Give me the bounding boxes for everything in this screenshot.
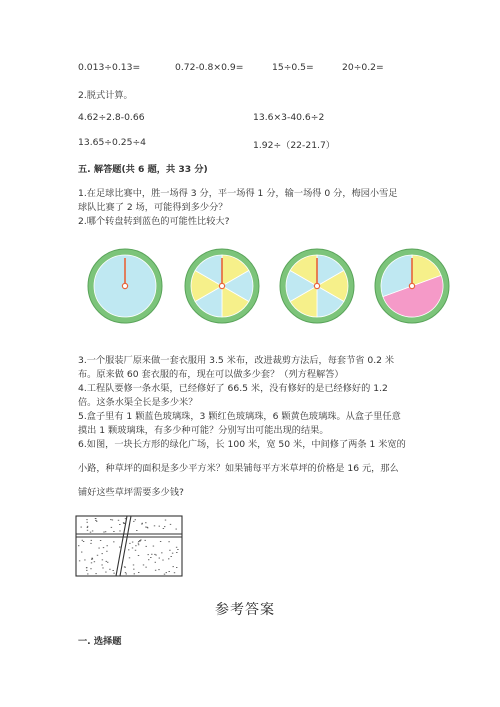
grass-mark bbox=[166, 572, 167, 573]
grass-mark bbox=[129, 543, 130, 544]
grass-mark bbox=[105, 531, 106, 532]
grass-mark bbox=[176, 552, 177, 553]
grass-texture bbox=[78, 518, 179, 575]
grass-mark bbox=[135, 545, 136, 546]
step-calc-item: 1.92÷（22-21.7） bbox=[253, 140, 335, 151]
spinner-hub bbox=[409, 283, 414, 288]
spinner-1 bbox=[87, 248, 163, 324]
horizontal-path bbox=[76, 534, 182, 537]
grass-mark bbox=[95, 520, 96, 521]
grass-mark bbox=[173, 566, 174, 567]
step-calc-item: 4.62÷2.8-0.66 bbox=[78, 112, 145, 123]
question-4-line-1: 4.工程队要修一条水渠，已经修好了 66.5 米，没有修好的是已经修好的 1.2 bbox=[78, 383, 388, 394]
grass-mark bbox=[163, 528, 164, 529]
grass-mark bbox=[176, 529, 177, 530]
grass-mark bbox=[177, 549, 178, 550]
grass-mark bbox=[87, 530, 88, 531]
grass-mark bbox=[168, 541, 169, 542]
grass-mark bbox=[106, 561, 107, 562]
spinner-hub bbox=[314, 283, 319, 288]
grass-mark bbox=[95, 573, 96, 574]
grass-mark bbox=[164, 526, 165, 527]
grass-mark bbox=[176, 567, 177, 568]
grass-mark bbox=[134, 573, 135, 574]
grass-mark bbox=[135, 519, 136, 520]
grass-mark bbox=[91, 540, 92, 541]
grass-mark bbox=[107, 562, 108, 563]
grass-mark bbox=[125, 518, 126, 519]
grass-mark bbox=[110, 519, 111, 520]
step-calc-item: 13.65÷0.25÷4 bbox=[78, 137, 147, 148]
grass-mark bbox=[90, 532, 91, 533]
grass-mark bbox=[172, 553, 173, 554]
grass-mark bbox=[87, 574, 88, 575]
grass-mark bbox=[138, 541, 139, 542]
grass-mark bbox=[86, 519, 87, 520]
grass-mark bbox=[87, 522, 88, 523]
grass-mark bbox=[113, 541, 114, 542]
question-3-line-1: 3.一个服装厂原来做一套衣服用 3.5 米布，改进裁剪方法后，每套节省 0.2 米 bbox=[78, 355, 395, 366]
grass-mark bbox=[113, 573, 114, 574]
grass-mark bbox=[109, 569, 110, 570]
question-6-line-1: 6.如图，一块长方形的绿化广场，长 100 米，宽 50 米，中间修了两条 1 米宽的 bbox=[78, 439, 406, 450]
grass-mark bbox=[102, 559, 103, 560]
grass-mark bbox=[111, 527, 112, 528]
grass-mark bbox=[100, 540, 101, 541]
question-5-line-1: 5.盒子里有 1 颗蓝色玻璃珠，3 颗红色玻璃珠，6 颗黄色玻璃珠。从盒子里任意 bbox=[78, 411, 401, 422]
grass-mark bbox=[102, 568, 103, 569]
grass-mark bbox=[103, 547, 104, 548]
grass-mark bbox=[97, 555, 98, 556]
question-1-line-1: 1.在足球比赛中，胜一场得 3 分，平一场得 1 分，输一场得 0 分，梅园小雪足 bbox=[78, 188, 398, 199]
grass-mark bbox=[164, 574, 165, 575]
grass-mark bbox=[154, 525, 155, 526]
grass-mark bbox=[119, 547, 120, 548]
grass-mark bbox=[176, 547, 177, 548]
grass-mark bbox=[138, 543, 139, 544]
step-calc-item: 13.6×3-40.6÷2 bbox=[253, 112, 325, 123]
grass-mark bbox=[146, 546, 147, 547]
oral-calc-item: 0.72-0.8×0.9= bbox=[175, 62, 244, 73]
grass-mark bbox=[158, 569, 159, 570]
grass-mark bbox=[154, 554, 155, 555]
grass-mark bbox=[155, 562, 156, 563]
grass-mark bbox=[162, 560, 163, 561]
answer-section-title: 一. 选择题 bbox=[78, 636, 122, 647]
grass-mark bbox=[81, 527, 82, 528]
grass-mark bbox=[102, 553, 103, 554]
grass-mark bbox=[145, 567, 146, 568]
grass-mark bbox=[126, 574, 127, 575]
grass-mark bbox=[161, 552, 162, 553]
grass-mark bbox=[81, 552, 82, 553]
grass-mark bbox=[98, 548, 99, 549]
question-4-line-2: 倍。这条水渠全长是多少米？ bbox=[78, 397, 198, 408]
grass-mark bbox=[138, 544, 139, 545]
question-3-line-2: 布。原来做 60 套衣服的布，现在可以做多少套？（列方程解答） bbox=[78, 369, 344, 380]
grass-mark bbox=[94, 561, 95, 562]
grass-mark bbox=[91, 562, 92, 563]
step-calc-row bbox=[0, 112, 500, 126]
grass-mark bbox=[133, 569, 134, 570]
question-6-line-2: 小路，种草坪的面积是多少平方米？如果铺每平方米草坪的价格是 16 元，那么 bbox=[78, 463, 399, 474]
grass-mark bbox=[142, 523, 143, 524]
grass-mark bbox=[119, 531, 120, 532]
step-calc-heading: 2.脱式计算。 bbox=[78, 90, 133, 101]
grass-mark bbox=[84, 560, 85, 561]
grass-mark bbox=[174, 572, 175, 573]
grass-mark bbox=[148, 559, 149, 560]
grass-mark bbox=[92, 531, 93, 532]
grass-mark bbox=[145, 527, 146, 528]
spinner-hub bbox=[122, 283, 127, 288]
answer-title: 参考答案 bbox=[215, 602, 275, 618]
grass-mark bbox=[95, 518, 96, 519]
grass-mark bbox=[160, 541, 161, 542]
grass-mark bbox=[133, 521, 134, 522]
grass-mark bbox=[83, 541, 84, 542]
oral-calc-item: 15÷0.5= bbox=[272, 62, 314, 73]
question-1-line-2: 球队比赛了 2 场，可能得到多少分？ bbox=[78, 202, 228, 213]
grass-mark bbox=[86, 567, 87, 568]
spinner-4 bbox=[374, 248, 450, 324]
grass-mark bbox=[90, 543, 91, 544]
grass-mark bbox=[138, 572, 139, 573]
section-title: 五. 解答题(共 6 题，共 33 分) bbox=[78, 164, 208, 175]
grass-mark bbox=[78, 545, 79, 546]
grass-mark bbox=[138, 555, 139, 556]
grass-mark bbox=[119, 524, 120, 525]
grass-mark bbox=[148, 554, 149, 555]
grass-mark bbox=[128, 549, 129, 550]
grass-mark bbox=[124, 566, 125, 567]
oral-calc-item: 20÷0.2= bbox=[342, 62, 384, 73]
grass-mark bbox=[113, 570, 114, 571]
grass-mark bbox=[101, 565, 102, 566]
grass-mark bbox=[113, 531, 114, 532]
grass-mark bbox=[92, 558, 93, 559]
grass-mark bbox=[140, 540, 141, 541]
grass-mark bbox=[159, 526, 160, 527]
grass-mark bbox=[171, 556, 172, 557]
grass-mark bbox=[159, 558, 160, 559]
question-6-line-3: 铺好这些草坪需要多少钱? bbox=[78, 487, 184, 498]
spinner-3 bbox=[279, 248, 355, 324]
diagonal-path bbox=[116, 516, 131, 576]
grass-mark bbox=[155, 555, 156, 556]
step-calc-row bbox=[0, 137, 500, 151]
grass-mark bbox=[145, 522, 146, 523]
grass-mark bbox=[103, 532, 104, 533]
spinner-hub bbox=[219, 283, 224, 288]
grass-mark bbox=[107, 545, 108, 546]
grass-mark bbox=[106, 551, 107, 552]
grass-mark bbox=[118, 520, 119, 521]
grass-mark bbox=[79, 560, 80, 561]
grass-mark bbox=[132, 542, 133, 543]
grass-mark bbox=[145, 540, 146, 541]
grass-mark bbox=[141, 524, 142, 525]
grass-mark bbox=[150, 557, 151, 558]
grass-mark bbox=[105, 572, 106, 573]
grass-mark bbox=[87, 526, 88, 527]
grass-mark bbox=[153, 546, 154, 547]
grass-mark bbox=[135, 550, 136, 551]
grass-mark bbox=[168, 558, 169, 559]
grass-mark bbox=[165, 520, 166, 521]
grass-mark bbox=[155, 570, 156, 571]
oral-calc-item: 0.013÷0.13= bbox=[78, 62, 141, 73]
grass-mark bbox=[169, 550, 170, 551]
grass-mark bbox=[169, 571, 170, 572]
grass-mark bbox=[92, 559, 93, 560]
grass-mark bbox=[90, 568, 91, 569]
grass-mark bbox=[87, 527, 88, 528]
grass-mark bbox=[123, 523, 124, 524]
grass-mark bbox=[125, 572, 126, 573]
grass-mark bbox=[86, 570, 87, 571]
grass-mark bbox=[143, 565, 144, 566]
grass-mark bbox=[129, 557, 130, 558]
grass-mark bbox=[170, 524, 171, 525]
grass-mark bbox=[112, 520, 113, 521]
spinner-2 bbox=[184, 248, 260, 324]
plaza-diagram bbox=[74, 513, 186, 579]
question-5-line-2: 摸出 1 颗玻璃珠，有多少种可能？分别写出可能出现的结果。 bbox=[78, 425, 329, 436]
oral-calc-row bbox=[0, 62, 500, 76]
grass-mark bbox=[151, 554, 152, 555]
grass-mark bbox=[132, 548, 133, 549]
grass-mark bbox=[82, 540, 83, 541]
grass-mark bbox=[147, 527, 148, 528]
question-2: 2.哪个转盘转到蓝色的可能性比较大? bbox=[78, 216, 230, 227]
grass-mark bbox=[133, 565, 134, 566]
grass-mark bbox=[136, 530, 137, 531]
